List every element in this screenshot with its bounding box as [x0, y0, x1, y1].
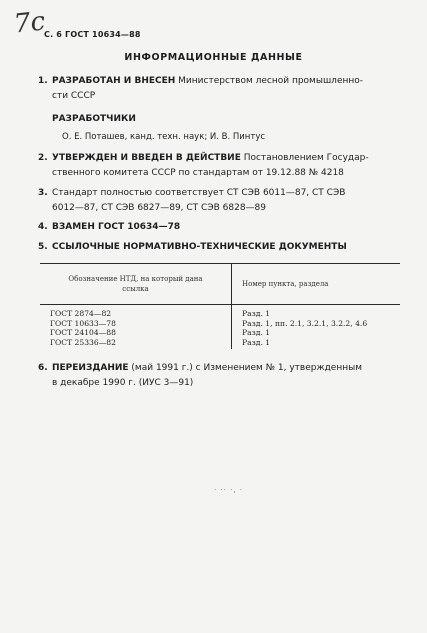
item-text: Стандарт полностью соответствует СТ СЭВ 6011—87, СТ СЭВ	[52, 188, 346, 198]
header-document-designation: Обозначение НТД, на который дана ссылка	[40, 264, 232, 304]
info-item-3	[38, 186, 390, 216]
document-title: ИНФОРМАЦИОННЫЕ ДАННЫЕ	[124, 52, 303, 63]
item-number: 6.	[38, 363, 48, 373]
item-text-continued: 6012—87, СТ СЭВ 6827—89, СТ СЭВ 6828—89	[52, 203, 267, 213]
table-cell-document: ГОСТ 24104—88	[50, 328, 116, 337]
handwritten-page-mark: 7c	[12, 6, 47, 40]
item-lead: ПЕРЕИЗДАНИЕ	[52, 363, 129, 373]
item-number: 5.	[38, 242, 48, 252]
item-text: (май 1991 г.) с Изменением № 1, утвержденным	[131, 363, 362, 373]
item-lead: УТВЕРЖДЕН И ВВЕДЕН В ДЕЙСТВИЕ	[52, 153, 241, 163]
info-item-6	[38, 361, 390, 391]
item-number: 3.	[38, 188, 48, 198]
item-lead: ССЫЛОЧНЫЕ НОРМАТИВНО-ТЕХНИЧЕСКИЕ ДОКУМЕНТЫ	[52, 242, 347, 252]
table-cell-section: Разд. 1	[242, 328, 271, 337]
info-item-2	[38, 151, 390, 181]
item-text-continued: сти СССР	[52, 91, 96, 101]
info-item-4	[38, 220, 390, 235]
item-number: 2.	[38, 153, 48, 163]
table-cell-section: Разд. 1	[242, 309, 271, 318]
info-item-1	[38, 74, 390, 104]
column-documents	[40, 305, 232, 349]
table-cell-document: ГОСТ 25336—82	[50, 337, 116, 347]
item-text-continued: ственного комитета СССР по стандартам от 19.12.88 № 4218	[52, 168, 344, 178]
page-header: С. 6 ГОСТ 10634—88	[44, 30, 141, 39]
column-sections	[232, 305, 400, 349]
developers-list: О. Е. Поташев, канд. техн. наук; И. В. Пинтус	[62, 132, 266, 142]
table-body	[40, 305, 400, 349]
item-lead: РАЗРАБОТАН И ВНЕСЕН	[52, 76, 176, 86]
table-header-row	[40, 264, 400, 304]
item-number: 1.	[38, 76, 48, 86]
item-lead: ВЗАМЕН ГОСТ 10634—78	[52, 222, 181, 232]
item-text: Министерством лесной промышленно-	[178, 76, 363, 86]
header-section-number: Номер пункта, раздела	[242, 280, 329, 288]
info-item-5	[38, 240, 390, 255]
table-cell-document: ГОСТ 10633—78	[50, 318, 116, 328]
reference-documents-table	[40, 263, 400, 349]
table-cell-section: Разд. 1, пп. 2.1, 3.2.1, 3.2.2, 4.6	[242, 318, 368, 328]
item-text: Постановлением Государ-	[243, 153, 369, 163]
table-cell-document: ГОСТ 2874—82	[50, 309, 112, 318]
item-number: 4.	[38, 222, 48, 232]
scan-smudge: · ·· ·, ·	[214, 486, 244, 494]
item-text-continued: в декабре 1990 г. (ИУС 3—91)	[52, 378, 194, 388]
table-cell-section: Разд. 1	[242, 337, 271, 347]
developers-heading: РАЗРАБОТЧИКИ	[52, 114, 136, 124]
